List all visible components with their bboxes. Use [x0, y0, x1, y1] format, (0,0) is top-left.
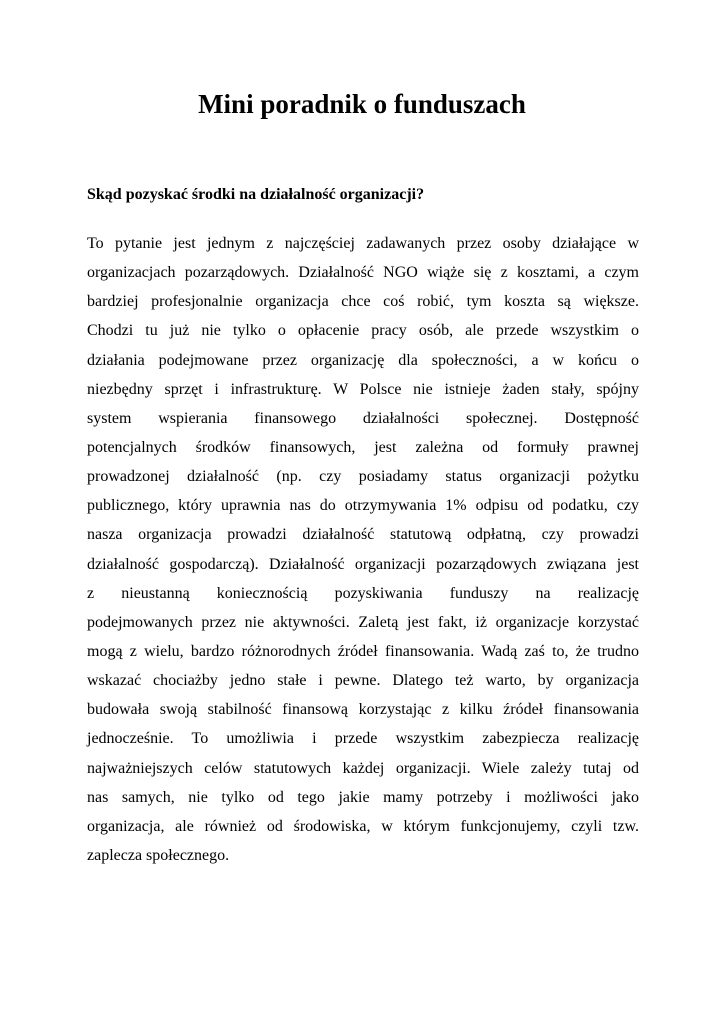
body-paragraph	[87, 229, 639, 870]
paragraph-line: budowała swoją stabilność finansową korzystając z kilku źródeł finansowania	[87, 701, 639, 719]
paragraph-line: nasza organizacja prowadzi działalność statutową odpłatną, czy prowadzi	[87, 526, 639, 544]
paragraph-line: organizacja, ale również od środowiska, w którym funkcjonujemy, czyli tzw.	[87, 817, 639, 835]
paragraph-line: bardziej profesjonalnie organizacja chce coś robić, tym koszta są większe.	[87, 293, 639, 311]
paragraph-line: jednocześnie. To umożliwia i przede wszystkim zabezpiecza realizację	[87, 730, 639, 748]
section-heading: Skąd pozyskać środki na działalność organizacji?	[87, 186, 425, 203]
paragraph-line: potencjalnych środków finansowych, jest zależna od formuły prawnej	[87, 438, 639, 456]
paragraph-line: publicznego, który uprawnia nas do otrzymywania 1% odpisu od podatku, czy	[87, 497, 639, 515]
paragraph-line: najważniejszych celów statutowych każdej organizacji. Wiele zależy tutaj od	[87, 759, 639, 777]
paragraph-line: działania podejmowane przez organizację dla społeczności, a w końcu o	[87, 351, 639, 369]
paragraph-line: podejmowanych przez nie aktywności. Zaletą jest fakt, iż organizacje korzystać	[87, 613, 639, 631]
paragraph-line: Chodzi tu już nie tylko o opłacenie pracy osób, ale przede wszystkim o	[87, 322, 639, 340]
paragraph-line: To pytanie jest jednym z najczęściej zadawanych przez osoby działające w	[87, 235, 639, 252]
paragraph-line: działalność gospodarczą). Działalność organizacji pozarządowych związana jest	[87, 555, 639, 573]
paragraph-line: zaplecza społecznego.	[87, 846, 230, 864]
paragraph-line: system wspierania finansowego działalności społecznej. Dostępność	[87, 409, 639, 427]
paragraph-line: mogą z wielu, bardzo różnorodnych źródeł finansowania. Wadą zaś to, że trudno	[87, 642, 639, 660]
document-title: Mini poradnik o funduszach	[198, 89, 526, 119]
paragraph-line: prowadzonej działalność (np. czy posiadamy status organizacji pożytku	[87, 468, 639, 486]
paragraph-line: z nieustanną koniecznością pozyskiwania funduszy na realizację	[87, 584, 639, 602]
paragraph-line: wskazać chociażby jedno stałe i pewne. Dlatego też warto, by organizacja	[87, 672, 639, 690]
paragraph-line: nas samych, nie tylko od tego jakie mamy potrzeby i możliwości jako	[87, 788, 639, 806]
paragraph-line: niezbędny sprzęt i infrastrukturę. W Polsce nie istnieje żaden stały, spójny	[87, 380, 639, 398]
paragraph-line: organizacjach pozarządowych. Działalność NGO wiąże się z kosztami, a czym	[87, 264, 639, 282]
